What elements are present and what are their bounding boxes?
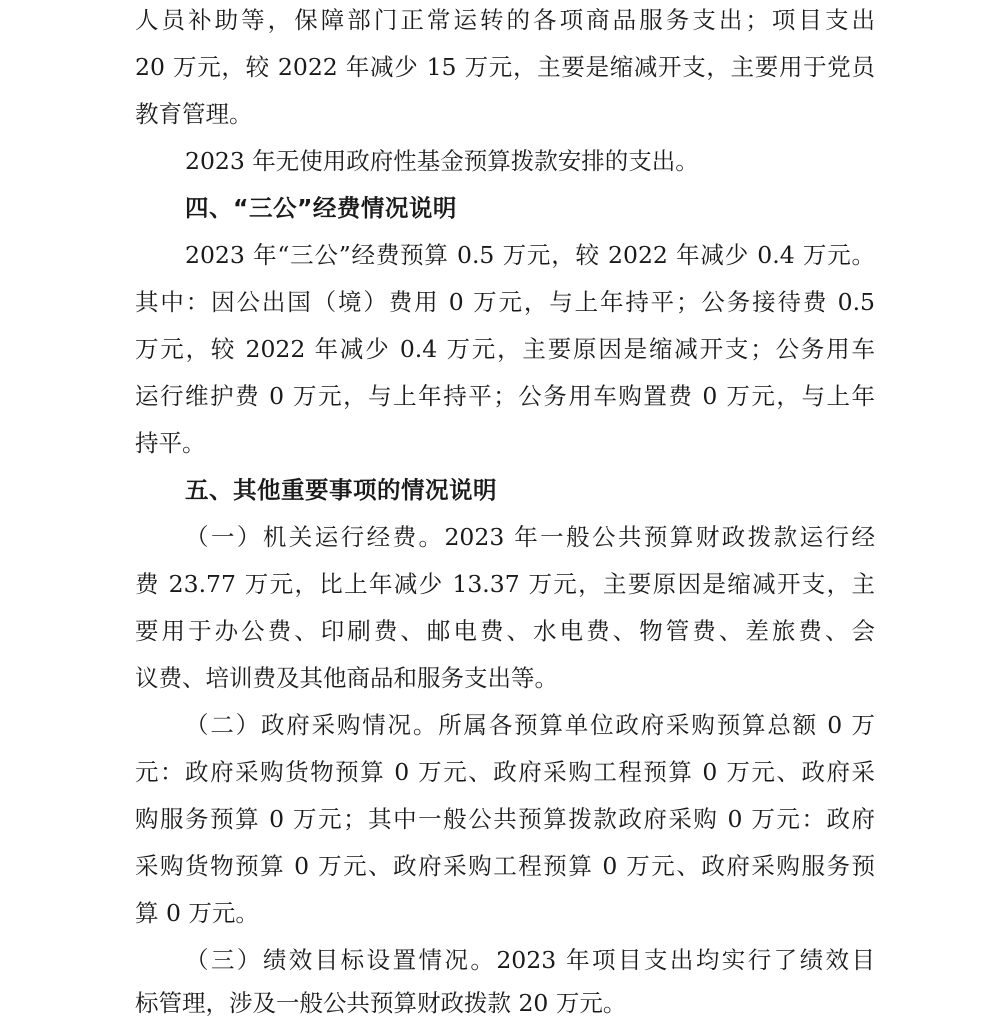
section-heading: 五、其他重要事项的情况说明 [185,476,497,504]
body-text-line: 人员补助等，保障部门正常运转的各项商品服务支出；项目支出 [135,6,875,34]
body-text-line: （一）机关运行经费。2023 年一般公共预算财政拨款运行经 [185,523,875,551]
body-text-line: 要用于办公费、印刷费、邮电费、水电费、物管费、差旅费、会 [135,617,875,645]
body-text-line: 持平。 [135,429,206,457]
body-text-line: 购服务预算 0 万元；其中一般公共预算拨款政府采购 0 万元：政府 [135,805,875,833]
body-text-line: 费 23.77 万元，比上年减少 13.37 万元，主要原因是缩减开支，主 [135,570,875,598]
body-text-line: （三）绩效目标设置情况。2023 年项目支出均实行了绩效目 [185,946,875,974]
body-text-line: 算 0 万元。 [135,899,259,927]
body-text-line: 议费、培训费及其他商品和服务支出等。 [135,664,558,692]
body-text-line: 20 万元，较 2022 年减少 15 万元，主要是缩减开支，主要用于党员 [135,53,875,81]
section-heading: 四、“三公”经费情况说明 [185,194,457,222]
body-text-line: 标管理，涉及一般公共预算财政拨款 20 万元。 [135,989,627,1017]
body-text-line: 2023 年“三公”经费预算 0.5 万元，较 2022 年减少 0.4 万元。 [185,241,875,269]
body-text-line: 2023 年无使用政府性基金预算拨款安排的支出。 [185,147,699,175]
body-text-line: （二）政府采购情况。所属各预算单位政府采购预算总额 0 万 [185,711,875,739]
body-text-line: 采购货物预算 0 万元、政府采购工程预算 0 万元、政府采购服务预 [135,852,875,880]
body-text-line: 教育管理。 [135,100,253,128]
body-text-line: 万元，较 2022 年减少 0.4 万元，主要原因是缩减开支；公务用车 [135,335,875,363]
body-text-line: 运行维护费 0 万元，与上年持平；公务用车购置费 0 万元，与上年 [135,382,875,410]
body-text-line: 其中：因公出国（境）费用 0 万元，与上年持平；公务接待费 0.5 [135,288,875,316]
body-text-line: 元：政府采购货物预算 0 万元、政府采购工程预算 0 万元、政府采 [135,758,875,786]
